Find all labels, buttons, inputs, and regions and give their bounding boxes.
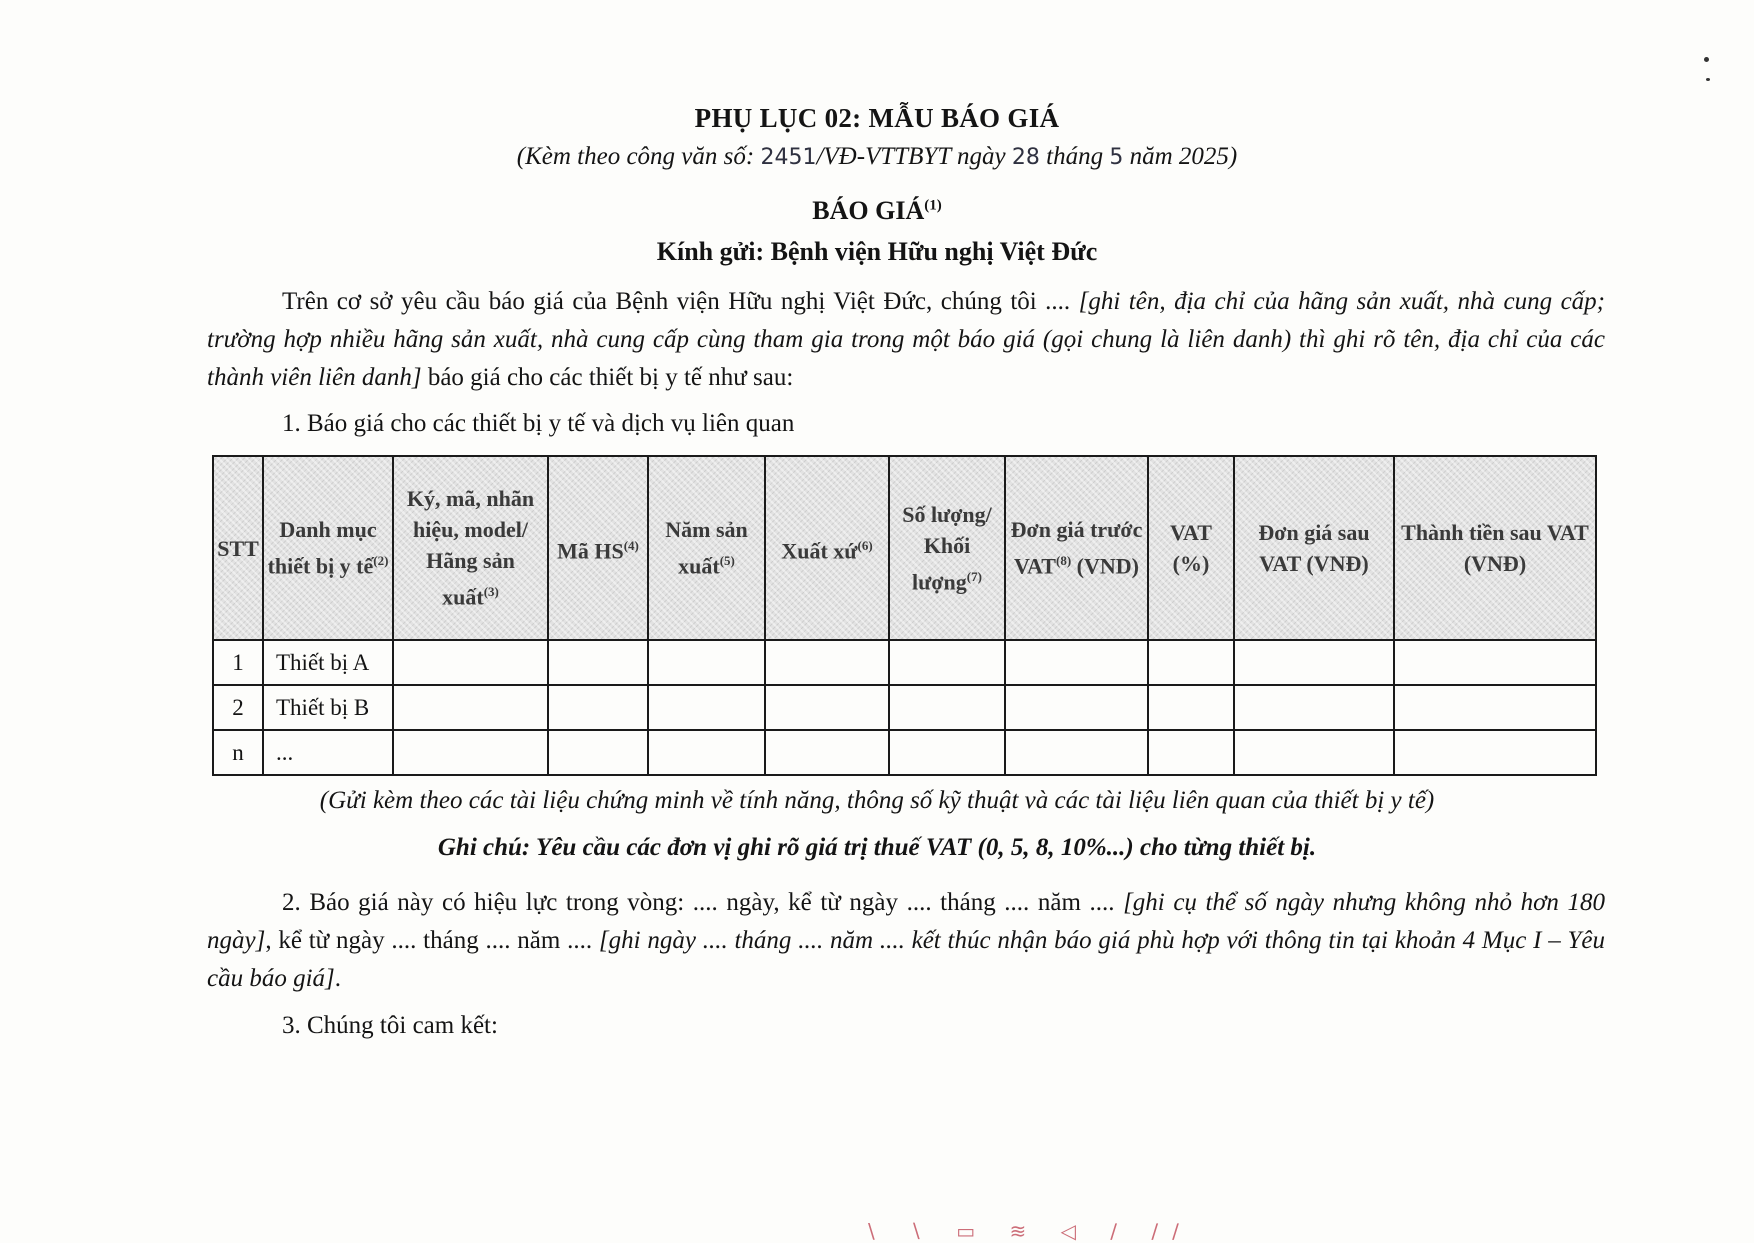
column-header bbox=[1234, 456, 1394, 640]
empty-cell bbox=[1005, 640, 1148, 685]
column-header-footnote: (8) bbox=[1055, 553, 1072, 569]
column-header bbox=[1005, 456, 1148, 640]
column-header-text: Danh mục thiết bị y tế bbox=[267, 517, 377, 579]
empty-cell bbox=[1234, 640, 1394, 685]
empty-cell bbox=[1148, 640, 1234, 685]
vat-note: Ghi chú: Yêu cầu các đơn vị ghi rõ giá trị thuế VAT (0, 5, 8, 10%...) cho từng thiết bị. bbox=[437, 834, 1317, 861]
empty-cell bbox=[765, 640, 889, 685]
column-header bbox=[648, 456, 765, 640]
quote-heading bbox=[0, 196, 1754, 226]
column-header-text: Ký, mã, nhãn hiệu, model/ Hãng sản xuất bbox=[406, 486, 535, 610]
handwritten-day: 28 bbox=[1011, 145, 1040, 170]
column-header-text: VAT (%) bbox=[1170, 520, 1212, 576]
column-header-text: Đơn giá trước VAT bbox=[1010, 517, 1143, 579]
subtitle-mid-2: tháng bbox=[1039, 143, 1110, 170]
empty-cell bbox=[765, 730, 889, 775]
section-2-instruction-b: [ghi cụ thể số ngày nhưng không nhỏ hơn 180 ngày] bbox=[207, 889, 1605, 954]
column-header-text: Đơn giá sau VAT (VNĐ) bbox=[1258, 520, 1370, 576]
section-3-heading: 3. Chúng tôi cam kết: bbox=[282, 1012, 498, 1039]
empty-cell bbox=[889, 730, 1005, 775]
column-header bbox=[1148, 456, 1234, 640]
section-2-instruction-d: [ghi ngày .... tháng .... năm .... kết thúc nhận báo giá phù hợp với thông tin tại khoản 4 Mục I – Yêu cầu báo giá] bbox=[207, 927, 1605, 992]
page-title: PHỤ LỤC 02: MẪU BÁO GIÁ bbox=[694, 103, 1060, 133]
handwritten-month: 5 bbox=[1109, 145, 1124, 170]
column-header-text: Xuất xứ bbox=[781, 538, 858, 564]
section-2-paragraph bbox=[207, 884, 1605, 998]
column-header-text: Năm sản xuất bbox=[665, 517, 748, 579]
column-header-text: Số lượng/ Khối lượng bbox=[902, 501, 992, 595]
row-stt-cell: 2 bbox=[213, 685, 263, 730]
section-1-heading: 1. Báo giá cho các thiết bị y tế và dịch vụ liên quan bbox=[282, 410, 795, 437]
column-header-text: Mã HS bbox=[557, 538, 624, 564]
column-header-footnote: (4) bbox=[623, 537, 639, 553]
column-header bbox=[548, 456, 648, 640]
table-row bbox=[213, 640, 1596, 685]
row-device-name-cell: Thiết bị B bbox=[263, 685, 393, 730]
column-header-footnote: (5) bbox=[719, 553, 735, 569]
column-header bbox=[1394, 456, 1596, 640]
column-header bbox=[263, 456, 393, 640]
empty-cell bbox=[1148, 730, 1234, 775]
table-body bbox=[213, 640, 1596, 775]
empty-cell bbox=[1234, 685, 1394, 730]
intro-text-end: báo giá cho các thiết bị y tế như sau: bbox=[421, 364, 794, 391]
empty-cell bbox=[1234, 730, 1394, 775]
section-2-text-c: , kể từ ngày .... tháng .... năm .... bbox=[265, 927, 599, 954]
subtitle-suffix: năm 2025) bbox=[1123, 143, 1238, 170]
empty-cell bbox=[1394, 640, 1596, 685]
section-2-text-a: 2. Báo giá này có hiệu lực trong vòng: .... ngày, kể từ ngày .... tháng .... năm .... bbox=[282, 889, 1124, 916]
row-stt-cell: 1 bbox=[213, 640, 263, 685]
empty-cell bbox=[393, 640, 548, 685]
column-header bbox=[889, 456, 1005, 640]
column-header bbox=[213, 456, 263, 640]
empty-cell bbox=[648, 730, 765, 775]
red-stamp-fragment: \ ∖ ▭ ≋ ◁ ∕ ∕∕ bbox=[868, 1219, 1193, 1243]
attachment-note: (Gửi kèm theo các tài liệu chứng minh về tính năng, thông số kỹ thuật và các tài liệu liên quan của thiết bị y tế) bbox=[319, 787, 1435, 814]
handwritten-doc-number: 2451 bbox=[760, 145, 817, 170]
empty-cell bbox=[889, 685, 1005, 730]
empty-cell bbox=[393, 730, 548, 775]
column-header-footnote: (2) bbox=[373, 553, 389, 569]
column-header-footnote: (3) bbox=[483, 584, 499, 600]
section-2-text-e: . bbox=[334, 965, 342, 992]
empty-cell bbox=[1005, 730, 1148, 775]
empty-cell bbox=[548, 685, 648, 730]
empty-cell bbox=[1394, 730, 1596, 775]
column-header-text: STT bbox=[217, 535, 259, 561]
quote-heading-text: BÁO GIÁ bbox=[812, 196, 925, 225]
empty-cell bbox=[1148, 685, 1234, 730]
table-header-row bbox=[213, 456, 1596, 640]
intro-text-start: Trên cơ sở yêu cầu báo giá của Bệnh viện Hữu nghị Việt Đức, chúng tôi .... bbox=[282, 288, 1079, 315]
column-header-footnote: (7) bbox=[966, 568, 982, 584]
intro-text-instruction: [ghi tên, địa chỉ của hãng sản xuất, nhà cung cấp; trường hợp nhiều hãng sản xuất, nhà cung cấp cùng tham gia trong một báo giá (gọi chung là liên danh) thì ghi rõ tên, địa chỉ của các thành viên liên danh] bbox=[207, 288, 1605, 391]
empty-cell bbox=[889, 640, 1005, 685]
empty-cell bbox=[393, 685, 548, 730]
column-header-text: Thành tiền sau VAT (VNĐ) bbox=[1401, 520, 1589, 576]
table-row bbox=[213, 685, 1596, 730]
page-subtitle bbox=[0, 143, 1754, 171]
row-device-name-cell: Thiết bị A bbox=[263, 640, 393, 685]
column-header-footnote: (6) bbox=[857, 537, 873, 553]
column-header bbox=[765, 456, 889, 640]
subtitle-mid-1: /VĐ-VTTBYT ngày bbox=[816, 143, 1012, 170]
quote-table bbox=[212, 455, 1597, 776]
row-device-name-cell: ... bbox=[263, 730, 393, 775]
empty-cell bbox=[1394, 685, 1596, 730]
scan-speck bbox=[1704, 57, 1709, 62]
recipient-line: Kính gửi: Bệnh viện Hữu nghị Việt Đức bbox=[656, 237, 1098, 266]
empty-cell bbox=[648, 640, 765, 685]
column-header bbox=[393, 456, 548, 640]
empty-cell bbox=[548, 640, 648, 685]
intro-paragraph bbox=[207, 283, 1605, 397]
empty-cell bbox=[648, 685, 765, 730]
subtitle-prefix: (Kèm theo công văn số: bbox=[516, 143, 761, 170]
row-stt-cell: n bbox=[213, 730, 263, 775]
quote-heading-footnote: (1) bbox=[924, 197, 942, 214]
table-row bbox=[213, 730, 1596, 775]
column-header-unit: (VND) bbox=[1071, 553, 1139, 579]
empty-cell bbox=[548, 730, 648, 775]
empty-cell bbox=[1005, 685, 1148, 730]
empty-cell bbox=[765, 685, 889, 730]
scan-speck bbox=[1706, 78, 1710, 81]
